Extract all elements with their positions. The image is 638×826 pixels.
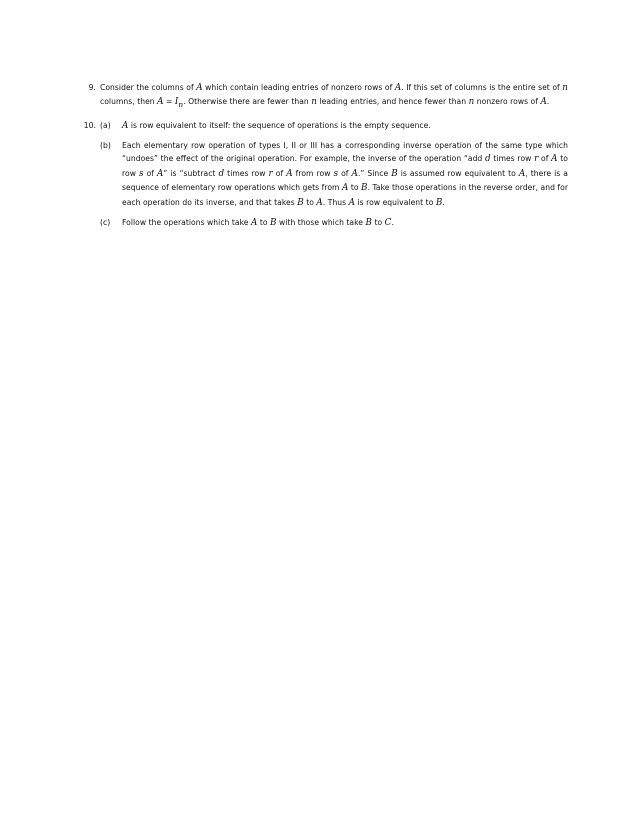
exercise-10	[80, 119, 568, 231]
part-b-text: Each elementary row operation of types I, II or III has a corresponding inverse operation of the same type which “undoes” the effect of the original operation. For example, the inverse of the operation “add d times row r of A to row s of A” is “subtract d times row r of A from row s of A.” Since B is assumed row equivalent to A, there is a sequence of elementary row operations which gets from A to B. Take those operations in the reverse order, and for each operation do its inverse, and that takes B to A. Thus A is row equivalent to B.	[122, 140, 569, 208]
exercise-10-part-a	[100, 119, 568, 133]
part-a-text: A is row equivalent to itself: the sequence of operations is the empty sequence.	[122, 120, 431, 131]
exercise-10-part-b	[100, 139, 568, 210]
exercise-number: 9.	[88, 83, 96, 92]
part-label: (c)	[100, 218, 111, 227]
exercise-9	[80, 81, 568, 112]
exercise-9-text: Consider the columns of A which contain leading entries of nonzero rows of A. If this set of columns is the entire set of n columns, then $A = I_n$. Otherwise there are fewer than n leading entries, and hence fewer than n nonzero rows of A.	[100, 83, 568, 110]
exercise-number: 10.	[83, 120, 96, 130]
page-content	[80, 81, 568, 236]
part-label: (a)	[100, 120, 111, 130]
exercise-10-part-c	[100, 216, 568, 230]
part-c-text: Follow the operations which take A to B with those which take B to C.	[122, 218, 394, 228]
part-label: (b)	[100, 140, 111, 150]
